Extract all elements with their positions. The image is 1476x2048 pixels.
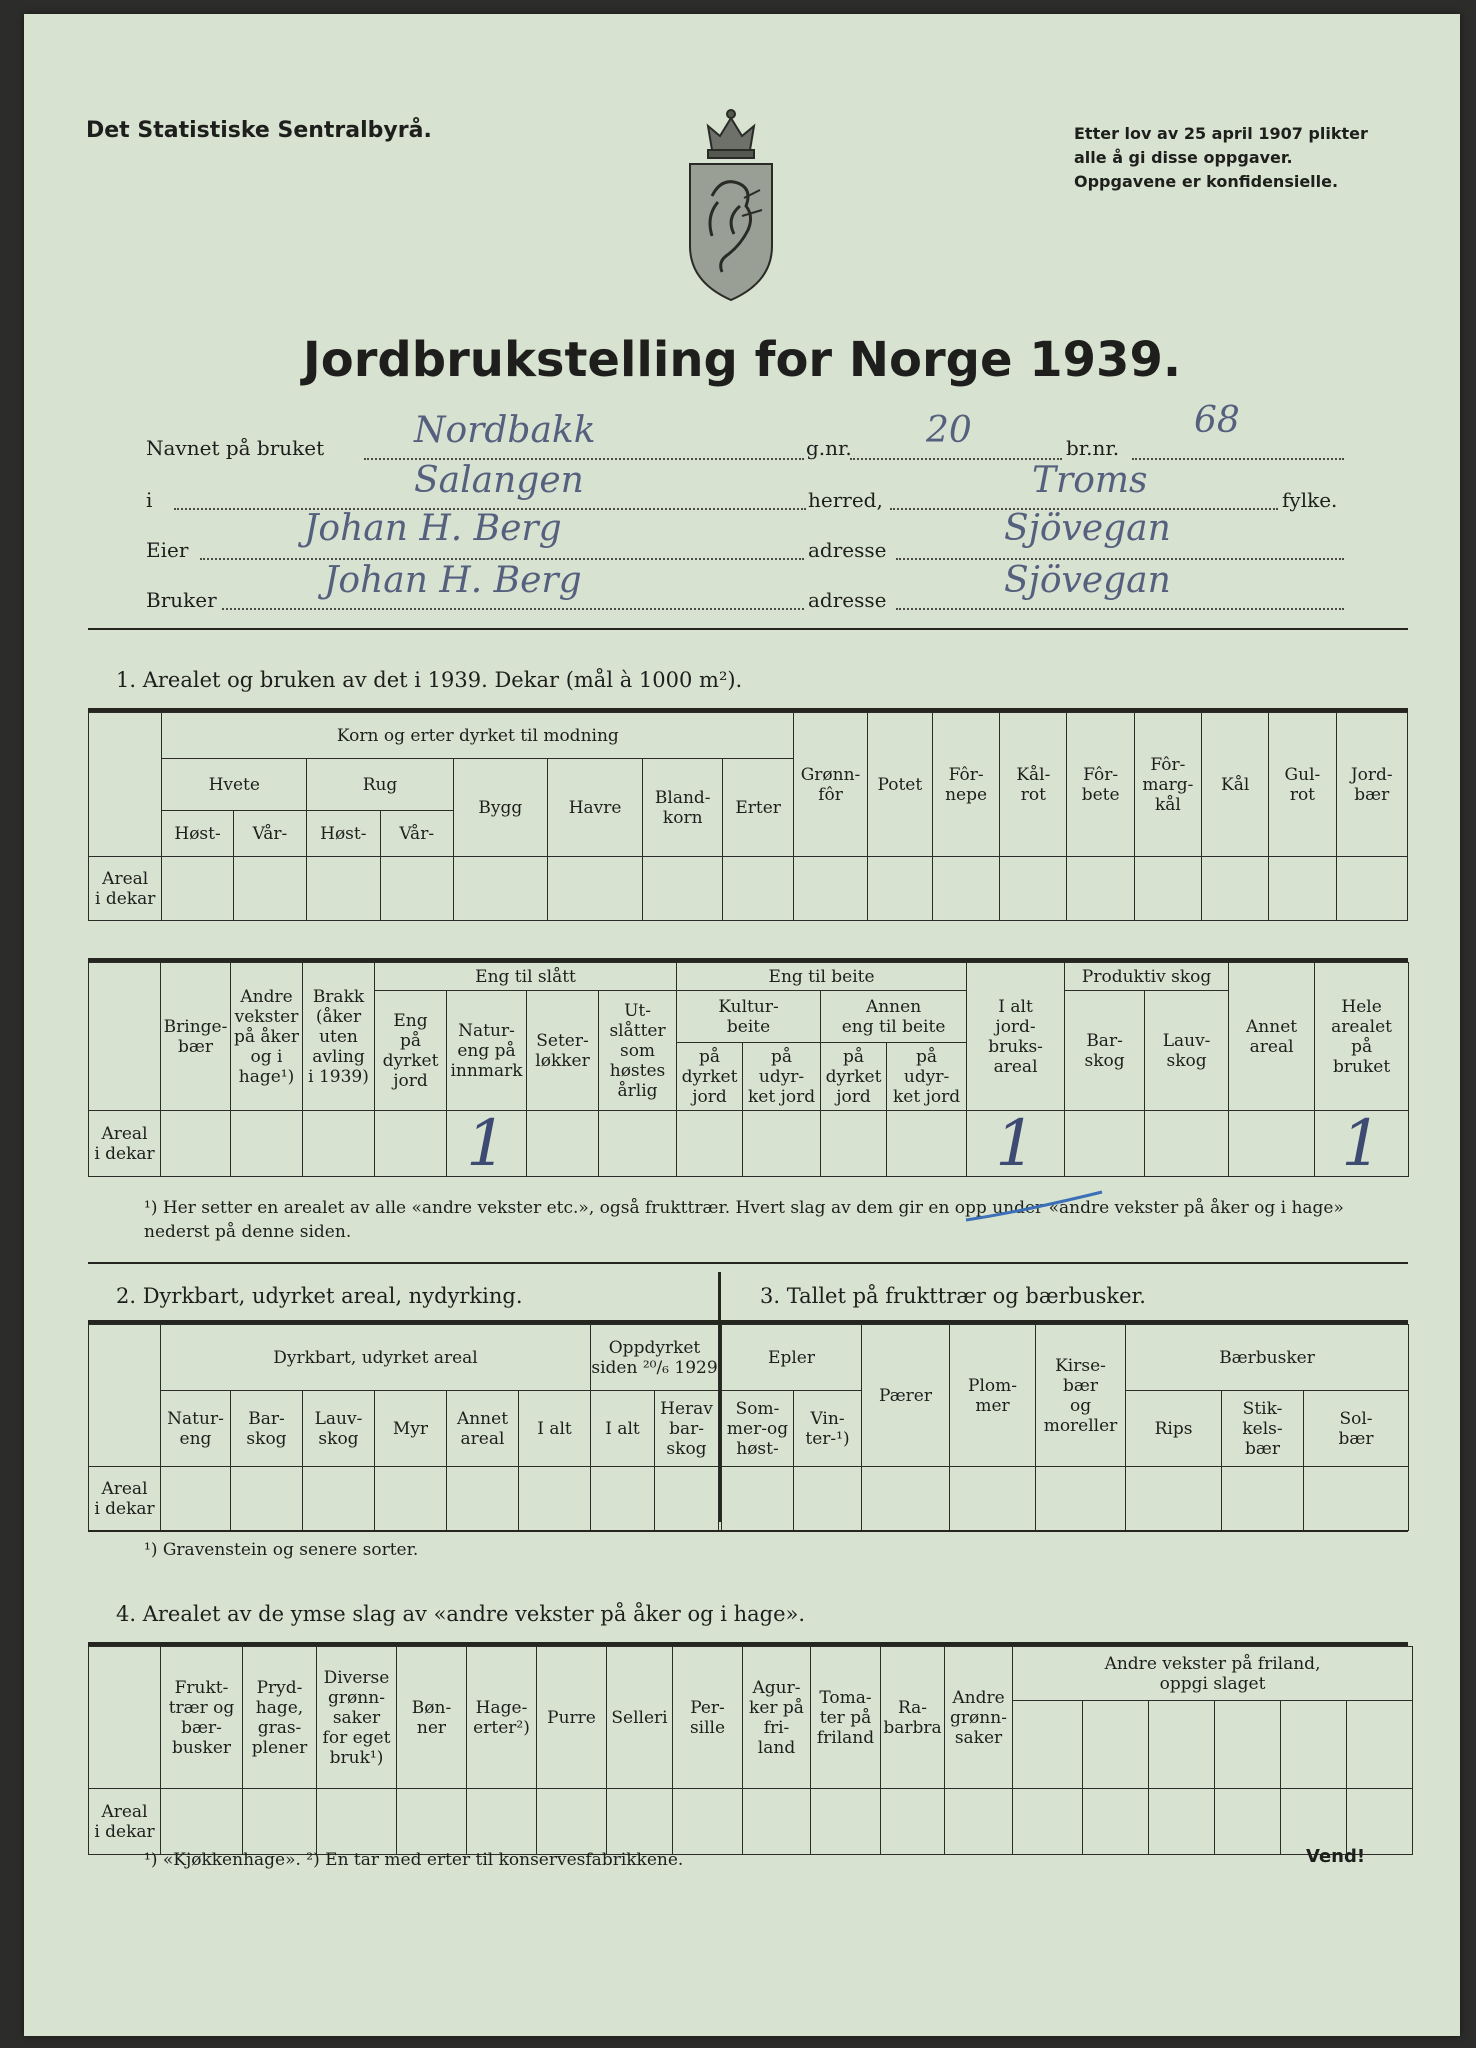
header-havre: Havre (547, 759, 643, 857)
input-cell[interactable] (932, 857, 999, 921)
header-hageerter: Hage- erter²) (467, 1647, 537, 1789)
dotted-line (222, 608, 804, 610)
header-blandkorn: Bland- korn (643, 759, 723, 857)
farm-name-field[interactable]: Nordbakk (414, 410, 596, 451)
user-label: Bruker (146, 588, 217, 612)
divider (88, 628, 1408, 630)
header-kalrot: Kål- rot (1000, 713, 1067, 857)
input-cell[interactable] (673, 1789, 743, 1855)
naturseng-value[interactable]: 1 (447, 1111, 527, 1177)
input-cell[interactable] (677, 1111, 743, 1177)
header-gulrot: Gul- rot (1269, 713, 1336, 857)
header-annen-pa-dyrket: på dyrket jord (821, 1043, 887, 1111)
input-cell[interactable] (397, 1789, 467, 1855)
section-3-heading: 3. Tallet på frukttrær og bærbusker. (760, 1284, 1146, 1308)
header-persille: Per- sille (673, 1647, 743, 1789)
slot-cell[interactable] (1215, 1701, 1281, 1789)
input-cell[interactable] (1013, 1789, 1083, 1855)
input-cell[interactable] (1222, 1467, 1304, 1531)
owner-address-label: adresse (808, 538, 887, 562)
header-naturseng: Natur- eng på innmark (447, 991, 527, 1111)
input-cell[interactable] (945, 1789, 1013, 1855)
footnote-2: ¹) Gravenstein og senere sorter. (144, 1540, 419, 1560)
header-barskog: Bar- skog (1065, 991, 1145, 1111)
header-eng-til-slatt: Eng til slått (375, 963, 677, 991)
divider (88, 1530, 1408, 1532)
input-cell[interactable] (467, 1789, 537, 1855)
user-field[interactable]: Johan H. Berg (324, 560, 582, 601)
input-cell[interactable] (1229, 1111, 1315, 1177)
dotted-line (896, 608, 1344, 610)
input-cell[interactable] (303, 1111, 375, 1177)
agency-name: Det Statistiske Sentralbyrå. (86, 118, 432, 143)
grain-group-header: Korn og erter dyrket til modning (162, 713, 794, 759)
header-oppdyrket: Oppdyrket siden ²⁰/₆ 1929 (591, 1325, 719, 1391)
header-dyrkbart: Dyrkbart, udyrket areal (161, 1325, 591, 1391)
gnr-field[interactable]: 20 (926, 410, 972, 451)
input-cell[interactable] (607, 1789, 673, 1855)
header-tomater: Toma- ter på friland (811, 1647, 881, 1789)
header-eng-dyrket: Eng på dyrket jord (375, 991, 447, 1111)
crop-area-table-1 (88, 712, 1408, 921)
input-cell[interactable] (881, 1789, 945, 1855)
header-kal: Kål (1202, 713, 1269, 857)
input-cell[interactable] (591, 1467, 655, 1531)
input-cell[interactable] (950, 1467, 1036, 1531)
header-kulturbeite: Kultur- beite (677, 991, 821, 1043)
input-cell[interactable] (1202, 857, 1269, 921)
header-rips: Rips (1126, 1391, 1222, 1467)
header-oppdyrket-i-alt: I alt (591, 1391, 655, 1467)
section-1-heading: 1. Arealet og bruken av det i 1939. Dekar (mål à 1000 m²). (116, 668, 743, 692)
header-bygg: Bygg (453, 759, 547, 857)
input-cell[interactable] (722, 1467, 794, 1531)
header-hvete: Hvete (162, 759, 307, 811)
input-cell[interactable] (599, 1111, 677, 1177)
i-alt-value[interactable]: 1 (967, 1111, 1065, 1177)
herred-field[interactable]: Salangen (414, 460, 584, 501)
blank-cell (89, 1647, 161, 1789)
header-andre-gronnsaker: Andre grønn- saker (945, 1647, 1013, 1789)
form-sheet (24, 14, 1460, 2036)
header-herav-barskog: Herav bar- skog (655, 1391, 719, 1467)
header-eng-til-beite: Eng til beite (677, 963, 967, 991)
header-rug-var: Vår- (380, 811, 453, 857)
header-baerbusker: Bærbusker (1126, 1325, 1409, 1391)
uncultivated-area-table (88, 1324, 719, 1531)
input-cell[interactable] (1126, 1467, 1222, 1531)
pen-stroke-icon (960, 1186, 1110, 1228)
input-cell[interactable] (231, 1467, 303, 1531)
turn-over-note: Vend! (1306, 1846, 1366, 1867)
slot-cell[interactable] (1281, 1701, 1347, 1789)
fylke-field[interactable]: Troms (1032, 460, 1148, 501)
header-naturseng: Natur- eng (161, 1391, 231, 1467)
input-cell[interactable] (811, 1789, 881, 1855)
footnote-1: ¹) Her setter en arealet av alle «andre vekster etc.», også frukttrær. Hvert slag av dem gir en opp under «andre vekster på åker og i hage» nederst på denne siden. (144, 1198, 1344, 1242)
header-kultur-pa-udyrket: på udyr- ket jord (743, 1043, 821, 1111)
header-bonner: Bøn- ner (397, 1647, 467, 1789)
section-2-heading: 2. Dyrkbart, udyrket areal, nydyrking. (116, 1284, 523, 1308)
input-cell[interactable] (447, 1467, 519, 1531)
header-gronnfor: Grønn- fôr (794, 713, 867, 857)
user-address-field[interactable]: Sjövegan (1004, 560, 1171, 601)
name-label: Navnet på bruket (146, 436, 325, 460)
notice-line: Etter lov av 25 april 1907 plikter (1074, 124, 1368, 143)
input-cell[interactable] (317, 1789, 397, 1855)
header-kultur-pa-dyrket: på dyrket jord (677, 1043, 743, 1111)
header-erter: Erter (722, 759, 793, 857)
input-cell[interactable] (887, 1111, 967, 1177)
slot-cell[interactable] (1013, 1701, 1083, 1789)
input-cell[interactable] (743, 1789, 811, 1855)
header-frukttraer: Frukt- trær og bær- busker (161, 1647, 243, 1789)
header-seterlokker: Seter- løkker (527, 991, 599, 1111)
input-cell[interactable] (743, 1111, 821, 1177)
slot-cell[interactable] (1347, 1701, 1413, 1789)
header-rug-host: Høst- (307, 811, 380, 857)
input-cell[interactable] (161, 1467, 231, 1531)
footnote-3: ¹) «Kjøkkenhage». ²) En tar med erter til konservesfabrikkene. (144, 1850, 684, 1870)
row-label: Areal i dekar (89, 857, 162, 921)
row-label: Areal i dekar (89, 1789, 161, 1855)
input-cell[interactable] (243, 1789, 317, 1855)
input-cell[interactable] (1000, 857, 1067, 921)
header-jordbaer: Jord- bær (1336, 713, 1407, 857)
input-cell[interactable] (1304, 1467, 1409, 1531)
input-cell[interactable] (233, 857, 306, 921)
input-cell[interactable] (1281, 1789, 1347, 1855)
header-prydhage: Pryd- hage, gras- plener (243, 1647, 317, 1789)
header-sommer-host: Som- mer-og høst- (722, 1391, 794, 1467)
form-title: Jordbrukstelling for Norge 1939. (302, 332, 1182, 388)
input-cell[interactable] (1347, 1789, 1413, 1855)
header-epler: Epler (722, 1325, 862, 1391)
row-label: Areal i dekar (89, 1111, 161, 1177)
header-andre-friland: Andre vekster på friland, oppgi slaget (1013, 1647, 1413, 1701)
notice-line: Oppgavene er konfidensielle. (1074, 172, 1339, 191)
brnr-field[interactable]: 68 (1194, 400, 1240, 441)
input-cell[interactable] (794, 857, 867, 921)
dotted-line (850, 458, 1062, 460)
header-forbete: Fôr- bete (1067, 713, 1134, 857)
input-cell[interactable] (655, 1467, 719, 1531)
blank-cell (89, 713, 162, 857)
input-cell[interactable] (643, 857, 723, 921)
herred-label: herred, (808, 488, 883, 512)
header-hele-arealet: Hele arealet på bruket (1315, 963, 1409, 1111)
blank-cell (89, 963, 161, 1111)
blank-cell (89, 1325, 161, 1467)
input-cell[interactable] (303, 1467, 375, 1531)
input-cell[interactable] (862, 1467, 950, 1531)
gnr-label: g.nr. (806, 436, 852, 460)
input-cell[interactable] (1269, 857, 1336, 921)
owner-address-field[interactable]: Sjövegan (1004, 508, 1171, 549)
input-cell[interactable] (375, 1111, 447, 1177)
dotted-line (1132, 458, 1344, 460)
header-potet: Potet (867, 713, 932, 857)
fylke-label: fylke. (1282, 488, 1338, 512)
owner-label: Eier (146, 538, 189, 562)
input-cell[interactable] (453, 857, 547, 921)
input-cell[interactable] (380, 857, 453, 921)
header-utslatter: Ut- slåtter som høstes årlig (599, 991, 677, 1111)
input-cell[interactable] (1065, 1111, 1145, 1177)
input-cell[interactable] (1036, 1467, 1126, 1531)
input-cell[interactable] (722, 857, 793, 921)
header-stikkelsbaer: Stik- kels- bær (1222, 1391, 1304, 1467)
input-cell[interactable] (231, 1111, 303, 1177)
header-plommer: Plom- mer (950, 1325, 1036, 1467)
row-label: Areal i dekar (89, 1467, 161, 1531)
input-cell[interactable] (1215, 1789, 1281, 1855)
legal-notice (1074, 122, 1434, 194)
input-cell[interactable] (161, 1111, 231, 1177)
header-i-alt: I alt (519, 1391, 591, 1467)
input-cell[interactable] (162, 857, 233, 921)
header-annen-pa-udyrket: på udyr- ket jord (887, 1043, 967, 1111)
brnr-label: br.nr. (1066, 436, 1120, 460)
header-produktiv-skog: Produktiv skog (1065, 963, 1229, 991)
input-cell[interactable] (519, 1467, 591, 1531)
input-cell[interactable] (375, 1467, 447, 1531)
header-rabarbra: Ra- barbra (881, 1647, 945, 1789)
header-annen-eng: Annen eng til beite (821, 991, 967, 1043)
input-cell[interactable] (1145, 1111, 1229, 1177)
header-purre: Purre (537, 1647, 607, 1789)
header-fornepe: Fôr- nepe (932, 713, 999, 857)
slot-cell[interactable] (1149, 1701, 1215, 1789)
header-lauvskog: Lauv- skog (1145, 991, 1229, 1111)
header-myr: Myr (375, 1391, 447, 1467)
header-formargkal: Fôr- marg- kål (1134, 713, 1201, 857)
slot-cell[interactable] (1083, 1701, 1149, 1789)
input-cell[interactable] (537, 1789, 607, 1855)
header-paerer: Pærer (862, 1325, 950, 1467)
coat-of-arms-icon (682, 106, 780, 306)
input-cell[interactable] (1149, 1789, 1215, 1855)
owner-field[interactable]: Johan H. Berg (304, 508, 562, 549)
input-cell[interactable] (1134, 857, 1201, 921)
header-solbaer: Sol- bær (1304, 1391, 1409, 1467)
header-annet-areal: Annet areal (447, 1391, 519, 1467)
header-barskog: Bar- skog (231, 1391, 303, 1467)
input-cell[interactable] (307, 857, 380, 921)
header-hvete-var: Vår- (233, 811, 306, 857)
header-andre-vekster: Andre vekster på åker og i hage¹) (231, 963, 303, 1111)
header-selleri: Selleri (607, 1647, 673, 1789)
header-rug: Rug (307, 759, 454, 811)
input-cell[interactable] (1083, 1789, 1149, 1855)
notice-line: alle å gi disse oppgaver. (1074, 148, 1293, 167)
land-use-table-2 (88, 962, 1409, 1177)
header-brakk: Brakk (åker uten avling i 1939) (303, 963, 375, 1111)
i-label: i (146, 488, 153, 512)
header-lauvskog: Lauv- skog (303, 1391, 375, 1467)
divider (88, 1262, 1408, 1264)
header-agurker: Agur- ker på fri- land (743, 1647, 811, 1789)
header-vinter: Vin- ter-¹) (794, 1391, 862, 1467)
input-cell[interactable] (547, 857, 643, 921)
other-crops-table (88, 1646, 1413, 1855)
header-hvete-host: Høst- (162, 811, 233, 857)
input-cell[interactable] (867, 857, 932, 921)
header-diverse: Diverse grønn- saker for eget bruk¹) (317, 1647, 397, 1789)
input-cell[interactable] (1067, 857, 1134, 921)
fruit-trees-table (721, 1324, 1409, 1531)
input-cell[interactable] (161, 1789, 243, 1855)
header-kirsebaer: Kirse- bær og moreller (1036, 1325, 1126, 1467)
header-i-alt-jordbruksareal: I alt jord- bruks- areal (967, 963, 1065, 1111)
user-address-label: adresse (808, 588, 887, 612)
header-bringebaer: Bringe- bær (161, 963, 231, 1111)
input-cell[interactable] (794, 1467, 862, 1531)
input-cell[interactable] (821, 1111, 887, 1177)
section-4-heading: 4. Arealet av de ymse slag av «andre vekster på åker og i hage». (116, 1602, 806, 1626)
header-annet-areal: Annet areal (1229, 963, 1315, 1111)
input-cell[interactable] (527, 1111, 599, 1177)
input-cell[interactable] (1336, 857, 1407, 921)
hele-arealet-value[interactable]: 1 (1315, 1111, 1409, 1177)
